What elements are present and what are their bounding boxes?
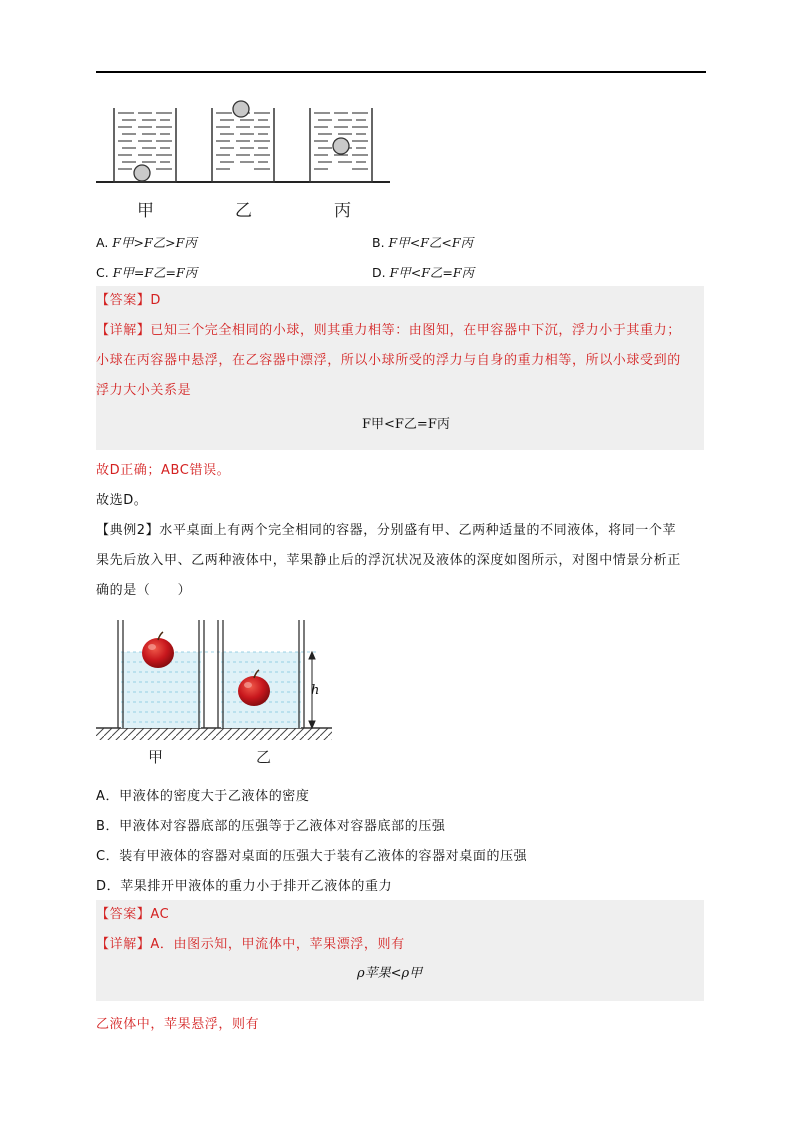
- q2-option-c: C．装有甲液体的容器对桌面的压强大于装有乙液体的容器对桌面的压强: [96, 849, 528, 864]
- ball-bing: [333, 138, 349, 154]
- q1-conclusion: 故D正确；ABC错误。: [96, 463, 231, 478]
- q1-detail-line-3: 浮力大小关系是: [96, 383, 192, 398]
- table-hatch: [96, 728, 332, 740]
- q1-option-b: B. F甲<F乙<F丙: [372, 235, 474, 250]
- figure1-label-yi: 乙: [235, 201, 252, 221]
- q2-detail: 【详解】A．由图示知，甲流体中，苹果漂浮，则有: [96, 937, 405, 952]
- apple-jia: [142, 632, 174, 668]
- q2-stem-line-2: 果先后放入甲、乙两种液体中，苹果静止后的浮沉状况及液体的深度如图所示，对图中情景分析正: [96, 553, 681, 568]
- q2-option-a: A．甲液体的密度大于乙液体的密度: [96, 789, 310, 804]
- q1-formula: F甲<F乙=F丙: [362, 417, 450, 432]
- q2-answer: 【答案】AC: [96, 907, 170, 922]
- header-rule: [96, 71, 706, 73]
- ball-jia: [134, 165, 150, 181]
- q2-option-b: B．甲液体对容器底部的压强等于乙液体对容器底部的压强: [96, 819, 446, 834]
- liquid-dashes: [118, 113, 368, 169]
- figure2-label-yi: 乙: [256, 748, 272, 766]
- figure2-label-jia: 甲: [148, 748, 164, 766]
- h-label: h: [311, 683, 320, 698]
- q2-option-d: D．苹果排开甲液体的重力小于排开乙液体的重力: [96, 879, 393, 894]
- q1-option-a: A. F甲>F乙>F丙: [96, 235, 197, 250]
- q1-select: 故选D。: [96, 493, 148, 508]
- q1-option-c: C. F甲=F乙=F丙: [96, 265, 198, 280]
- q1-detail-line-1: 【详解】已知三个完全相同的小球，则其重力相等：由图知，在甲容器中下沉，浮力小于其重力；: [96, 323, 681, 338]
- figure-apple-containers: [96, 616, 336, 742]
- container-yi: [212, 108, 274, 182]
- q1-answer: 【答案】D: [96, 293, 162, 308]
- figure1-label-jia: 甲: [137, 201, 154, 221]
- q2-stem-line-3: 确的是（ ）: [96, 583, 192, 598]
- figure1-label-bing: 丙: [334, 201, 351, 221]
- q2-formula: ρ苹果<ρ甲: [357, 966, 423, 981]
- q2-tail: 乙液体中，苹果悬浮，则有: [96, 1017, 260, 1032]
- q1-option-d: D. F甲<F乙=F丙: [372, 265, 475, 280]
- q1-detail-line-2: 小球在丙容器中悬浮，在乙容器中漂浮，所以小球所受的浮力与自身的重力相等，所以小球受到的: [96, 353, 681, 368]
- q2-stem-line-1: 【典例2】水平桌面上有两个完全相同的容器，分别盛有甲、乙两种适量的不同液体，将同一个苹: [96, 523, 677, 538]
- ball-yi: [233, 101, 249, 117]
